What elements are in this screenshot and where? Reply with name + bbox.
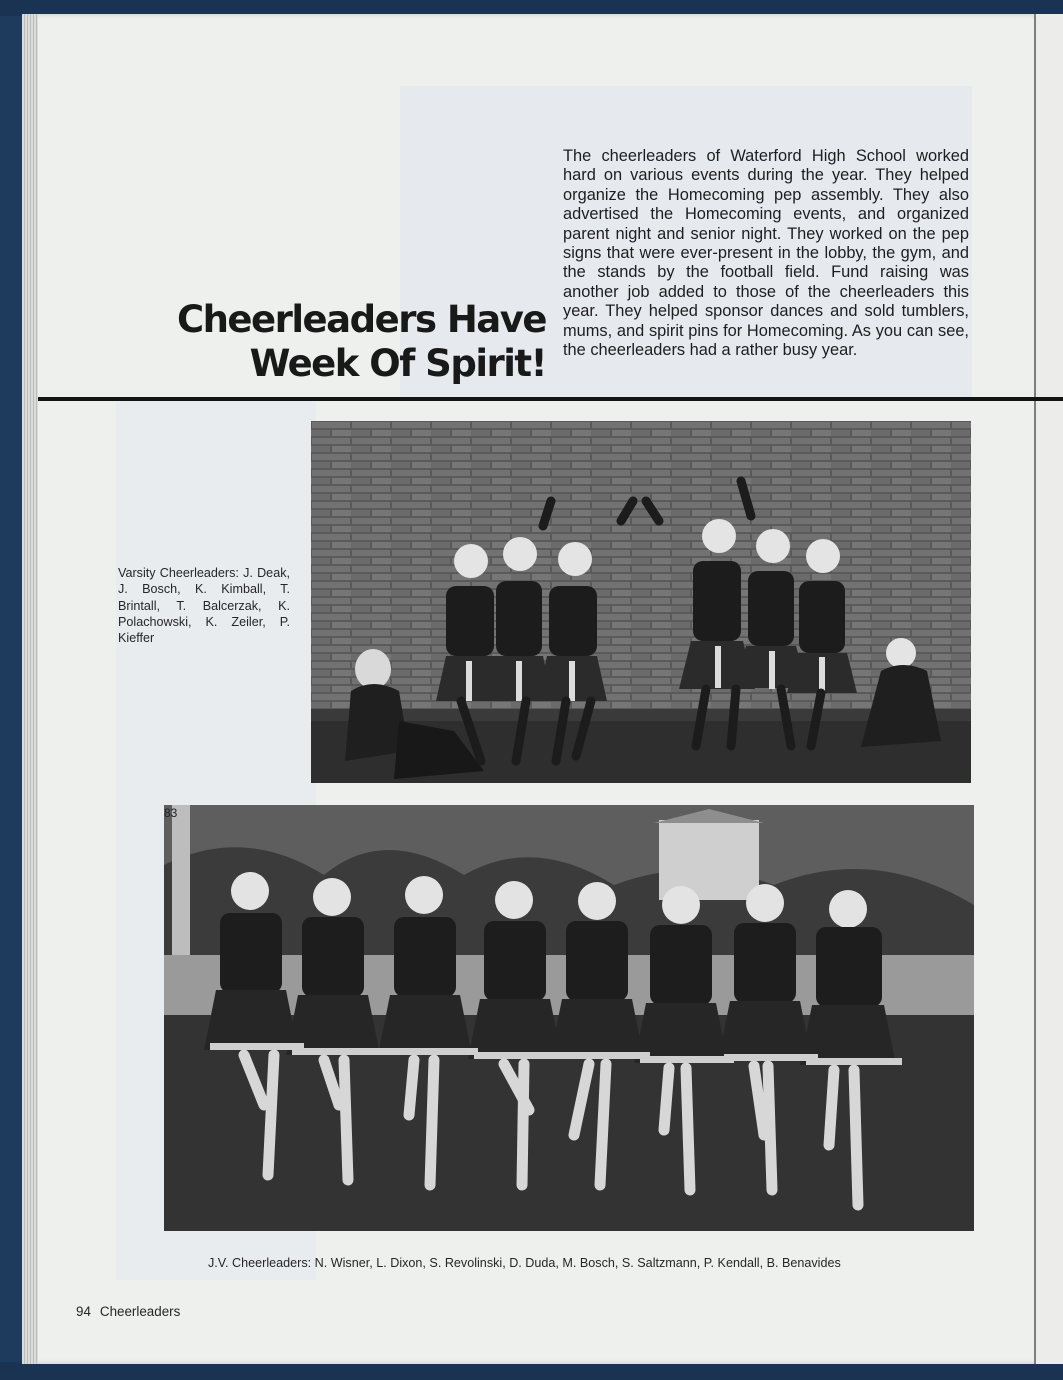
article-body: The cheerleaders of Waterford High School worked hard on various events during the year. They helped organize the Homecoming pep assembly. They also advertised the Homecoming events, and organized parent night and senior night. They worked on the pep signs that were ever-present in the lobby, the gym, and the stands by the football field. Fund raising was another job added to those of the cheerleaders this year. They helped sponsor dances and sold tumblers, mums, and spirit pins for Homecoming. As you can see, the cheerleaders had a rather busy year. — [563, 147, 969, 360]
scan-bottom-edge — [0, 1362, 1063, 1380]
headline-line-1: Cheerleaders Have — [176, 298, 546, 341]
facing-page-edge — [1034, 14, 1063, 1364]
page-number: 94 — [76, 1304, 91, 1319]
section-name: Cheerleaders — [99, 1304, 181, 1319]
binding-page-edges — [22, 14, 38, 1364]
varsity-caption: Varsity Cheerleaders: J. Deak, J. Bosch, K. Kimball, T. Brintall, T. Balcerzak, K. Polachowski, K. Zeiler, P. Kieffer — [118, 566, 290, 646]
jv-photo — [164, 805, 974, 1231]
article-headline — [150, 298, 546, 386]
page-folio — [76, 1304, 180, 1319]
jv-caption: J.V. Cheerleaders: N. Wisner, L. Dixon, S. Revolinski, D. Duda, M. Bosch, S. Saltzmann, P. Kendall, B. Benavides — [208, 1256, 841, 1270]
jv-photo-image — [164, 805, 974, 1231]
jv-sign-label: 83 — [164, 806, 178, 820]
varsity-photo — [311, 421, 971, 783]
headline-line-2: Week Of Spirit! — [249, 342, 546, 385]
section-divider — [38, 397, 1063, 401]
varsity-photo-image — [311, 421, 971, 783]
